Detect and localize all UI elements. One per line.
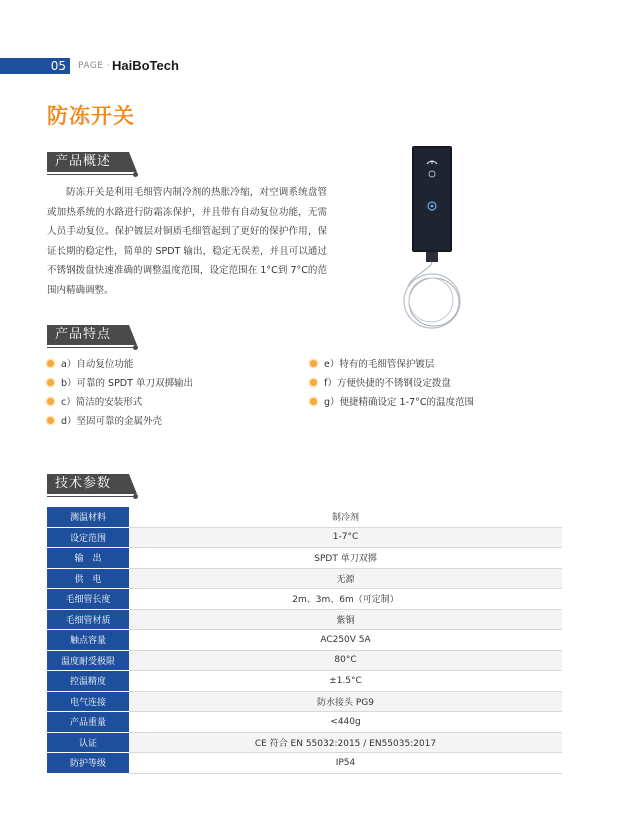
spec-key: 产品重量 [47, 712, 129, 733]
feature-text: d）坚固可靠的金属外壳 [61, 416, 163, 427]
spec-value: SPDT 单刀双掷 [129, 548, 562, 569]
page-label: PAGE · [78, 61, 111, 71]
spec-value: 80°C [129, 650, 562, 671]
feature-item [310, 374, 474, 393]
spec-value: 制冷剂 [129, 507, 562, 527]
page-number-tab [0, 58, 70, 74]
specs-heading-label: 技术参数 [47, 474, 129, 494]
spec-value: CE 符合 EN 55032:2015 / EN55035:2017 [129, 732, 562, 753]
spec-key: 测温材料 [47, 507, 129, 527]
feature-item [47, 393, 193, 412]
features-heading [47, 325, 137, 345]
spec-key: 防护等级 [47, 753, 129, 774]
spec-value: 紫铜 [129, 609, 562, 630]
specs-heading [47, 474, 137, 494]
table-row [47, 732, 562, 753]
features-heading-dot [133, 345, 138, 350]
table-row [47, 691, 562, 712]
spec-value: 防水接头 PG9 [129, 691, 562, 712]
table-row [47, 671, 562, 692]
overview-heading-underline [47, 174, 135, 175]
product-image [400, 146, 470, 336]
bullet-icon [310, 398, 317, 405]
spec-key: 毛细管长度 [47, 589, 129, 610]
table-row [47, 609, 562, 630]
feature-item [47, 355, 193, 374]
spec-value: IP54 [129, 753, 562, 774]
spec-value: 1-7°C [129, 527, 562, 548]
bullet-icon [47, 398, 54, 405]
table-row [47, 712, 562, 733]
specs-table [47, 507, 562, 774]
feature-item [310, 355, 474, 374]
spec-value: <440g [129, 712, 562, 733]
page-title: 防冻开关 [47, 104, 135, 128]
overview-text: 防冻开关是利用毛细管内制冷剂的热胀冷缩，对空调系统盘管或加热系统的水路进行防霜冻保护，并且带有自动复位功能，无需人员手动复位。保护镀层对铜质毛细管起到了更好的保护作用，保证长期的稳定性，简单的 SPDT 输出，稳定无误差，并且可以通过不锈钢拨盘快速准确的调整温度范围，设定范围在 1°C到 7°C的范围内精确调整。 [47, 187, 327, 296]
feature-text: b）可靠的 SPDT 单刀双掷输出 [61, 378, 193, 389]
spec-key: 输 出 [47, 548, 129, 569]
features-list-right [310, 355, 474, 412]
spec-key: 认证 [47, 732, 129, 753]
bullet-icon [47, 379, 54, 386]
feature-item [47, 374, 193, 393]
feature-text: f）方便快捷的不锈钢设定拨盘 [324, 378, 451, 389]
antifreeze-switch-illustration [400, 146, 470, 336]
table-row [47, 527, 562, 548]
spec-key: 控温精度 [47, 671, 129, 692]
spec-key: 供 电 [47, 568, 129, 589]
features-heading-label: 产品特点 [47, 325, 129, 345]
spec-key: 设定范围 [47, 527, 129, 548]
bullet-icon [310, 379, 317, 386]
brand-logo-text: HaiBoTech [112, 58, 179, 73]
bullet-icon [310, 360, 317, 367]
table-row [47, 568, 562, 589]
table-row [47, 650, 562, 671]
table-row [47, 507, 562, 527]
page-number: 05 [50, 59, 66, 73]
feature-item [47, 412, 193, 431]
bullet-icon [47, 417, 54, 424]
bullet-icon [47, 360, 54, 367]
features-list-left [47, 355, 193, 431]
table-row [47, 589, 562, 610]
spec-value: 2m、3m、6m（可定制） [129, 589, 562, 610]
spec-value: AC250V 5A [129, 630, 562, 651]
spec-key: 毛细管材质 [47, 609, 129, 630]
features-heading-underline [47, 347, 135, 348]
overview-heading-dot [133, 172, 138, 177]
feature-text: c）简洁的安装形式 [61, 397, 143, 408]
feature-text: e）特有的毛细管保护镀层 [324, 359, 435, 370]
overview-heading-label: 产品概述 [47, 152, 129, 172]
feature-text: g）便捷精确设定 1-7°C的温度范围 [324, 397, 474, 408]
specs-heading-underline [47, 496, 135, 497]
spec-value: 无源 [129, 568, 562, 589]
table-row [47, 548, 562, 569]
overview-heading [47, 152, 137, 172]
feature-text: a）自动复位功能 [61, 359, 134, 370]
feature-item [310, 393, 474, 412]
specs-heading-dot [133, 494, 138, 499]
spec-key: 触点容量 [47, 630, 129, 651]
table-row [47, 630, 562, 651]
spec-key: 电气连接 [47, 691, 129, 712]
spec-key: 温度耐受极限 [47, 650, 129, 671]
table-row [47, 753, 562, 774]
spec-value: ±1.5°C [129, 671, 562, 692]
